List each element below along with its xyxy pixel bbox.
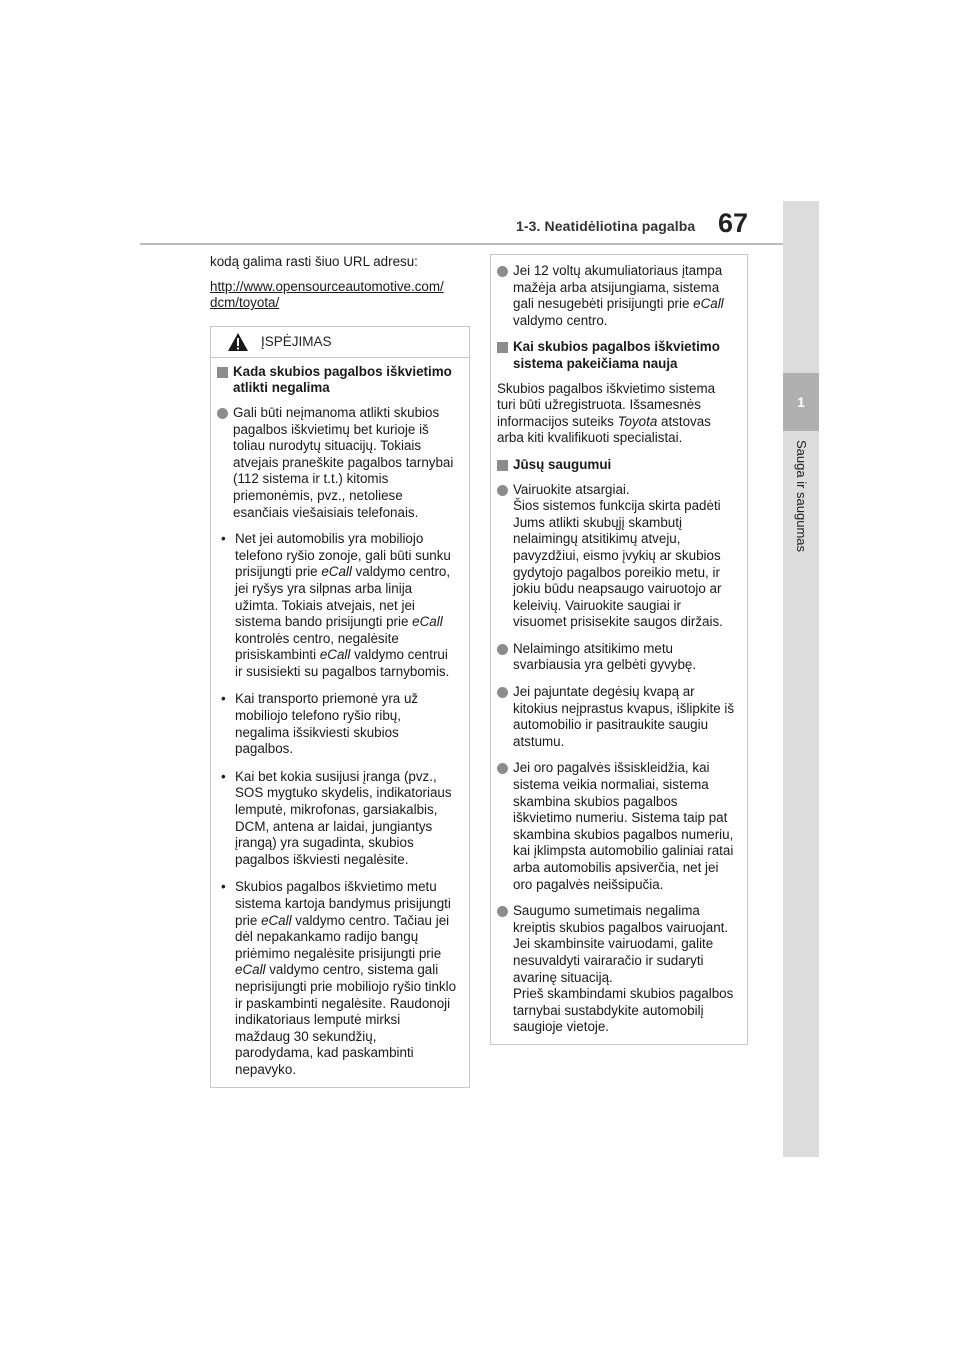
section-heading: Jūsų saugumui xyxy=(497,457,735,474)
warning-icon xyxy=(227,332,249,352)
list-item: Jei 12 voltų akumuliatoriaus įtampa mažėja arba atsijungiama, sistema gali nesugebėti prisijungti prie eCall valdymo centro. xyxy=(497,263,735,329)
section-heading: Kai skubios pagalbos iškvietimo sistema pakeičiama nauja xyxy=(497,339,735,372)
circle-bullet-icon xyxy=(497,687,508,698)
square-bullet-icon xyxy=(217,367,228,378)
list-item: • Kai bet kokia susijusi įranga (pvz., SOS mygtuko skydelis, indikatoriaus lemputė, mikrofonas, garsiakalbis, DCM, antena ar laidai, jungiantys įrangą) yra sugadinta, skubios pagalbos iškviesti negalėsite. xyxy=(221,768,452,867)
section-title: 1-3. Neatidėliotina pagalba xyxy=(516,218,696,234)
square-bullet-icon xyxy=(497,460,508,471)
chapter-label: Sauga ir saugumas xyxy=(794,440,809,553)
circle-bullet-icon xyxy=(497,644,508,655)
list-item: Jei pajuntate degėsių kvapą ar kitokius neįprastus kvapus, išlipkite iš automobilio ir pasitraukite saugiu atstumu. xyxy=(497,684,735,750)
chapter-number-tab: 1 xyxy=(783,373,819,431)
paragraph: Skubios pagalbos iškvietimo sistema turi būti užregistruota. Išsamesnės informacijos suteiks Toyota atstovas arba kiti kvalifikuoti specialistai. xyxy=(497,380,716,446)
circle-bullet-icon xyxy=(497,906,508,917)
list-item: Gali būti neįmanoma atlikti skubios pagalbos iškvietimų bet kurioje iš toliau nurodytų situacijų. Tokiais atvejais praneškite pagalbos tarnybai (112 sistema ir t.t.) kitomis priemonėmis, pvz., netoliese esančiais viešaisiais telefonais. xyxy=(217,405,457,521)
circle-bullet-icon xyxy=(497,266,508,277)
side-tab xyxy=(783,201,819,1157)
intro-text: kodą galima rasti šiuo URL adresu: xyxy=(210,254,418,269)
list-item: • Kai transporto priemonė yra už mobiliojo telefono ryšio ribų, negalima išsikviesti skubios pagalbos. xyxy=(221,691,419,757)
warning-box-continued xyxy=(490,254,748,1045)
list-item: Saugumo sumetimais negalima kreiptis skubios pagalbos vairuojant. Jei skambinsite vairuodami, galite nesuvaldyti vairaračio ir sudaryti avarinę situaciją. Prieš skambindami skubios pagalbos tarnybai sustabdykite automobilį saugioje vietoje. xyxy=(497,903,735,1036)
list-item: • Net jei automobilis yra mobiliojo telefono ryšio zonoje, gali būti sunku prisijungti prie eCall valdymo centro, jei ryšys yra silpnas arba linija užimta. Tokiais atvejais, net jei sistema bando prisijungti prie eCall kontrolės centro, negalėsite prisiskambinti eCall valdymo centrui ir susisiekti su pagalbos tarnybomis. xyxy=(221,531,451,679)
list-item: Vairuokite atsargiai. Šios sistemos funkcija skirta padėti Jums atlikti skubųjį skambutį nelaimingų atsitikimų atveju, pavyzdžiui, eismo įvykių ar skubios gydytojo pagalbos poreikio metu, ir jokiu būdu neapsaugo vairuotojo ar keleivių. Vairuokite saugiai ir visuomet prisisekite saugos diržais. xyxy=(497,482,735,631)
left-column xyxy=(210,254,470,1088)
warning-box xyxy=(210,326,470,1088)
header-divider xyxy=(140,243,783,245)
circle-bullet-icon xyxy=(217,408,228,419)
list-item: Jei oro pagalvės išsiskleidžia, kai sistema veikia normaliai, sistema skambina skubios pagalbos iškvietimo numeriu. Sistema taip pat skambina skubios pagalbos numeriu, kai įklimpsta automobilio galiniai ratai arba automobilis apsiverčia, net jei oro pagalvės neišsipučia. xyxy=(497,760,735,893)
square-bullet-icon xyxy=(497,342,508,353)
list-item: • Skubios pagalbos iškvietimo metu sistema kartoja bandymus prisijungti prie eCall valdymo centro. Tačiau jei dėl nepakankamo radijo bangų priėmimo negalėsite prisijungti prie eCall valdymo centro, sistema gali neprisijungti prie mobiliojo ryšio tinklo ir paskambinti negalėsite. Raudonoji indikatoriaus lemputė mirksi maždaug 30 sekundžių, parodydama, kad paskambinti nepavyko. xyxy=(221,879,457,1077)
warning-header xyxy=(211,327,469,358)
circle-bullet-icon xyxy=(497,485,508,496)
url-link[interactable]: http://www.opensourceautomotive.com/ dcm/toyota/ xyxy=(210,278,444,311)
right-column xyxy=(490,254,750,1045)
circle-bullet-icon xyxy=(497,763,508,774)
warning-title: ĮSPĖJIMAS xyxy=(261,334,332,350)
page-number: 67 xyxy=(718,208,749,238)
list-item: Nelaimingo atsitikimo metu svarbiausia yra gelbėti gyvybę. xyxy=(497,641,735,674)
section-heading: Kada skubios pagalbos iškvietimo atlikti negalima xyxy=(217,364,457,397)
